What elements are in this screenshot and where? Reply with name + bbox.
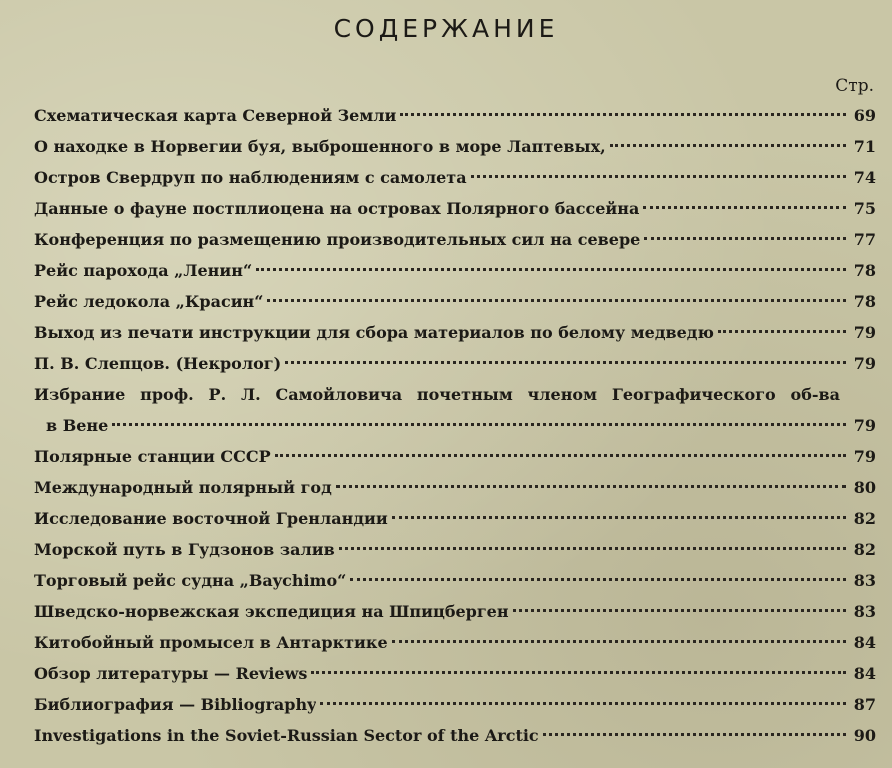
toc-entry-page: 82: [853, 540, 876, 559]
leader-dots: [471, 175, 846, 178]
toc-entry-title: Выход из печати инструкции для сбора материалов по белому медведю: [34, 323, 714, 342]
leader-dots: [336, 485, 846, 488]
page-column-label: Стр.: [835, 76, 874, 96]
leader-dots: [267, 299, 846, 302]
toc-entry-page: 83: [853, 571, 876, 590]
toc-entry-page: 78: [853, 292, 876, 311]
toc-entry: [34, 193, 876, 224]
toc-entry: [34, 658, 876, 689]
toc-entry: [34, 379, 876, 441]
leader-dots: [285, 361, 846, 364]
toc-entry-page: 80: [853, 478, 876, 497]
toc-entry-page: 78: [853, 261, 876, 280]
toc-entry-title: Остров Свердруп по наблюдениям с самолета: [34, 168, 467, 187]
toc-entry-title: Торговый рейс судна „Baychimo“: [34, 571, 347, 590]
toc-entry-title: Исследование восточной Гренландии: [34, 509, 388, 528]
leader-dots: [320, 702, 846, 705]
toc-entry: [34, 317, 876, 348]
toc-entry-title: Обзор литературы — Reviews: [34, 664, 308, 683]
leader-dots: [392, 640, 846, 643]
toc-entry: [34, 131, 876, 162]
toc-entry-title: Рейс парохода „Ленин“: [34, 261, 253, 280]
toc-entry-title: Шведско-норвежская экспедиция на Шпицберген: [34, 602, 509, 621]
toc-entry: [34, 224, 876, 255]
toc-entry: [34, 441, 876, 472]
leader-dots: [275, 454, 846, 457]
toc-entry: [34, 565, 876, 596]
toc-entry: [34, 348, 876, 379]
leader-dots: [256, 268, 846, 271]
leader-dots: [400, 113, 846, 116]
toc-entry: [34, 596, 876, 627]
toc-entry-title: О находке в Норвегии буя, выброшенного в море Лаптевых,: [34, 137, 606, 156]
leader-dots: [392, 516, 846, 519]
toc-entry-page: 79: [853, 447, 876, 466]
leader-dots: [543, 733, 846, 736]
leader-dots: [339, 547, 846, 550]
toc-entry-title: Investigations in the Soviet-Russian Sector of the Arctic: [34, 726, 539, 745]
toc-entry: [34, 627, 876, 658]
toc-entry: [34, 286, 876, 317]
toc-entry-title: П. В. Слепцов. (Некролог): [34, 354, 282, 373]
toc-entry: [34, 720, 876, 751]
toc-entry-page: 84: [853, 633, 876, 652]
toc-entry: [34, 255, 876, 286]
leader-dots: [718, 330, 846, 333]
table-of-contents: [34, 100, 876, 751]
toc-entry: [34, 162, 876, 193]
page-title: СОДЕРЖАНИЕ: [333, 14, 559, 43]
toc-entry-title: Данные о фауне постплиоцена на островах Полярного бассейна: [34, 199, 640, 218]
leader-dots: [644, 237, 846, 240]
leader-dots: [112, 423, 846, 426]
toc-entry-page: 79: [853, 416, 876, 435]
toc-entry-page: 71: [853, 137, 876, 156]
toc-entry-title: Схематическая карта Северной Земли: [34, 106, 397, 125]
toc-entry-page: 77: [853, 230, 876, 249]
toc-entry-page: 84: [853, 664, 876, 683]
toc-entry-title: Библиография — Bibliography: [34, 695, 317, 714]
toc-entry-title-line1: Избрание проф. Р. Л. Самойловича почетным членом Географического об-ва: [34, 385, 840, 404]
toc-entry-page: 83: [853, 602, 876, 621]
toc-entry-title: Полярные станции СССР: [34, 447, 271, 466]
toc-entry: [34, 472, 876, 503]
toc-entry-title: Китобойный промысел в Антарктике: [34, 633, 388, 652]
toc-entry-page: 74: [853, 168, 876, 187]
toc-entry: [34, 503, 876, 534]
leader-dots: [350, 578, 846, 581]
toc-entry: [34, 534, 876, 565]
toc-entry-title: Международный полярный год: [34, 478, 332, 497]
toc-entry-page: 90: [853, 726, 876, 745]
toc-entry-title: Конференция по размещению производительных сил на севере: [34, 230, 641, 249]
toc-entry-title: Рейс ледокола „Красин“: [34, 292, 264, 311]
leader-dots: [513, 609, 846, 612]
toc-entry-title: Морской путь в Гудзонов залив: [34, 540, 335, 559]
leader-dots: [311, 671, 846, 674]
toc-entry-title-line2: в Вене: [46, 416, 109, 435]
toc-entry-page: 82: [853, 509, 876, 528]
toc-entry-page: 79: [853, 354, 876, 373]
leader-dots: [610, 144, 846, 147]
toc-entry: [34, 100, 876, 131]
toc-entry: [34, 689, 876, 720]
toc-entry-page: 87: [853, 695, 876, 714]
toc-entry-page: 79: [853, 323, 876, 342]
toc-entry-page: 75: [853, 199, 876, 218]
toc-entry-page: 69: [853, 106, 876, 125]
leader-dots: [643, 206, 846, 209]
